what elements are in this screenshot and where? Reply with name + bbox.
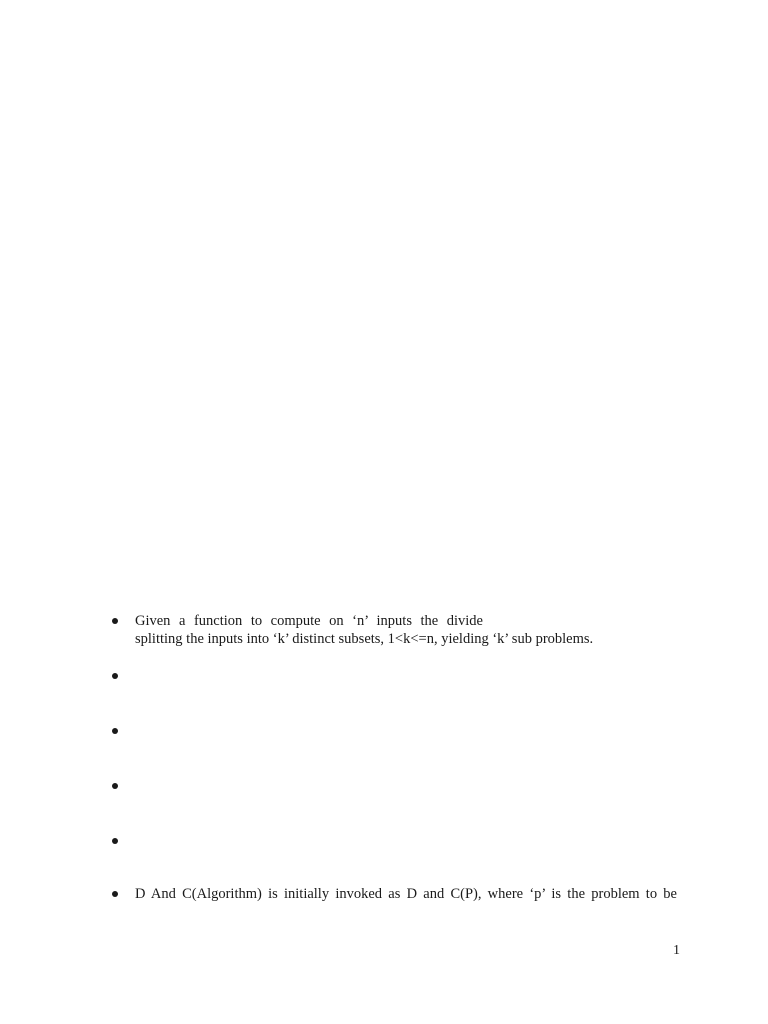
bullet-icon [112, 618, 118, 624]
bullet-icon [112, 673, 118, 679]
bullet-text [135, 612, 680, 648]
bullet-icon [112, 728, 118, 734]
bullet-icon [112, 891, 118, 897]
text-line: D And C(Algorithm) is initially invoked as D and C(P), where ‘p’ is the problem to be [135, 886, 677, 902]
bullet-icon [112, 783, 118, 789]
page-number: 1 [673, 943, 680, 958]
bullet-icon [112, 838, 118, 844]
text-line: splitting the inputs into ‘k’ distinct subsets, 1<k<=n, yielding ‘k’ sub problems. [135, 631, 594, 647]
text-line: Given a function to compute on ‘n’ inputs the divide [135, 613, 483, 629]
bullet-text [135, 885, 680, 903]
